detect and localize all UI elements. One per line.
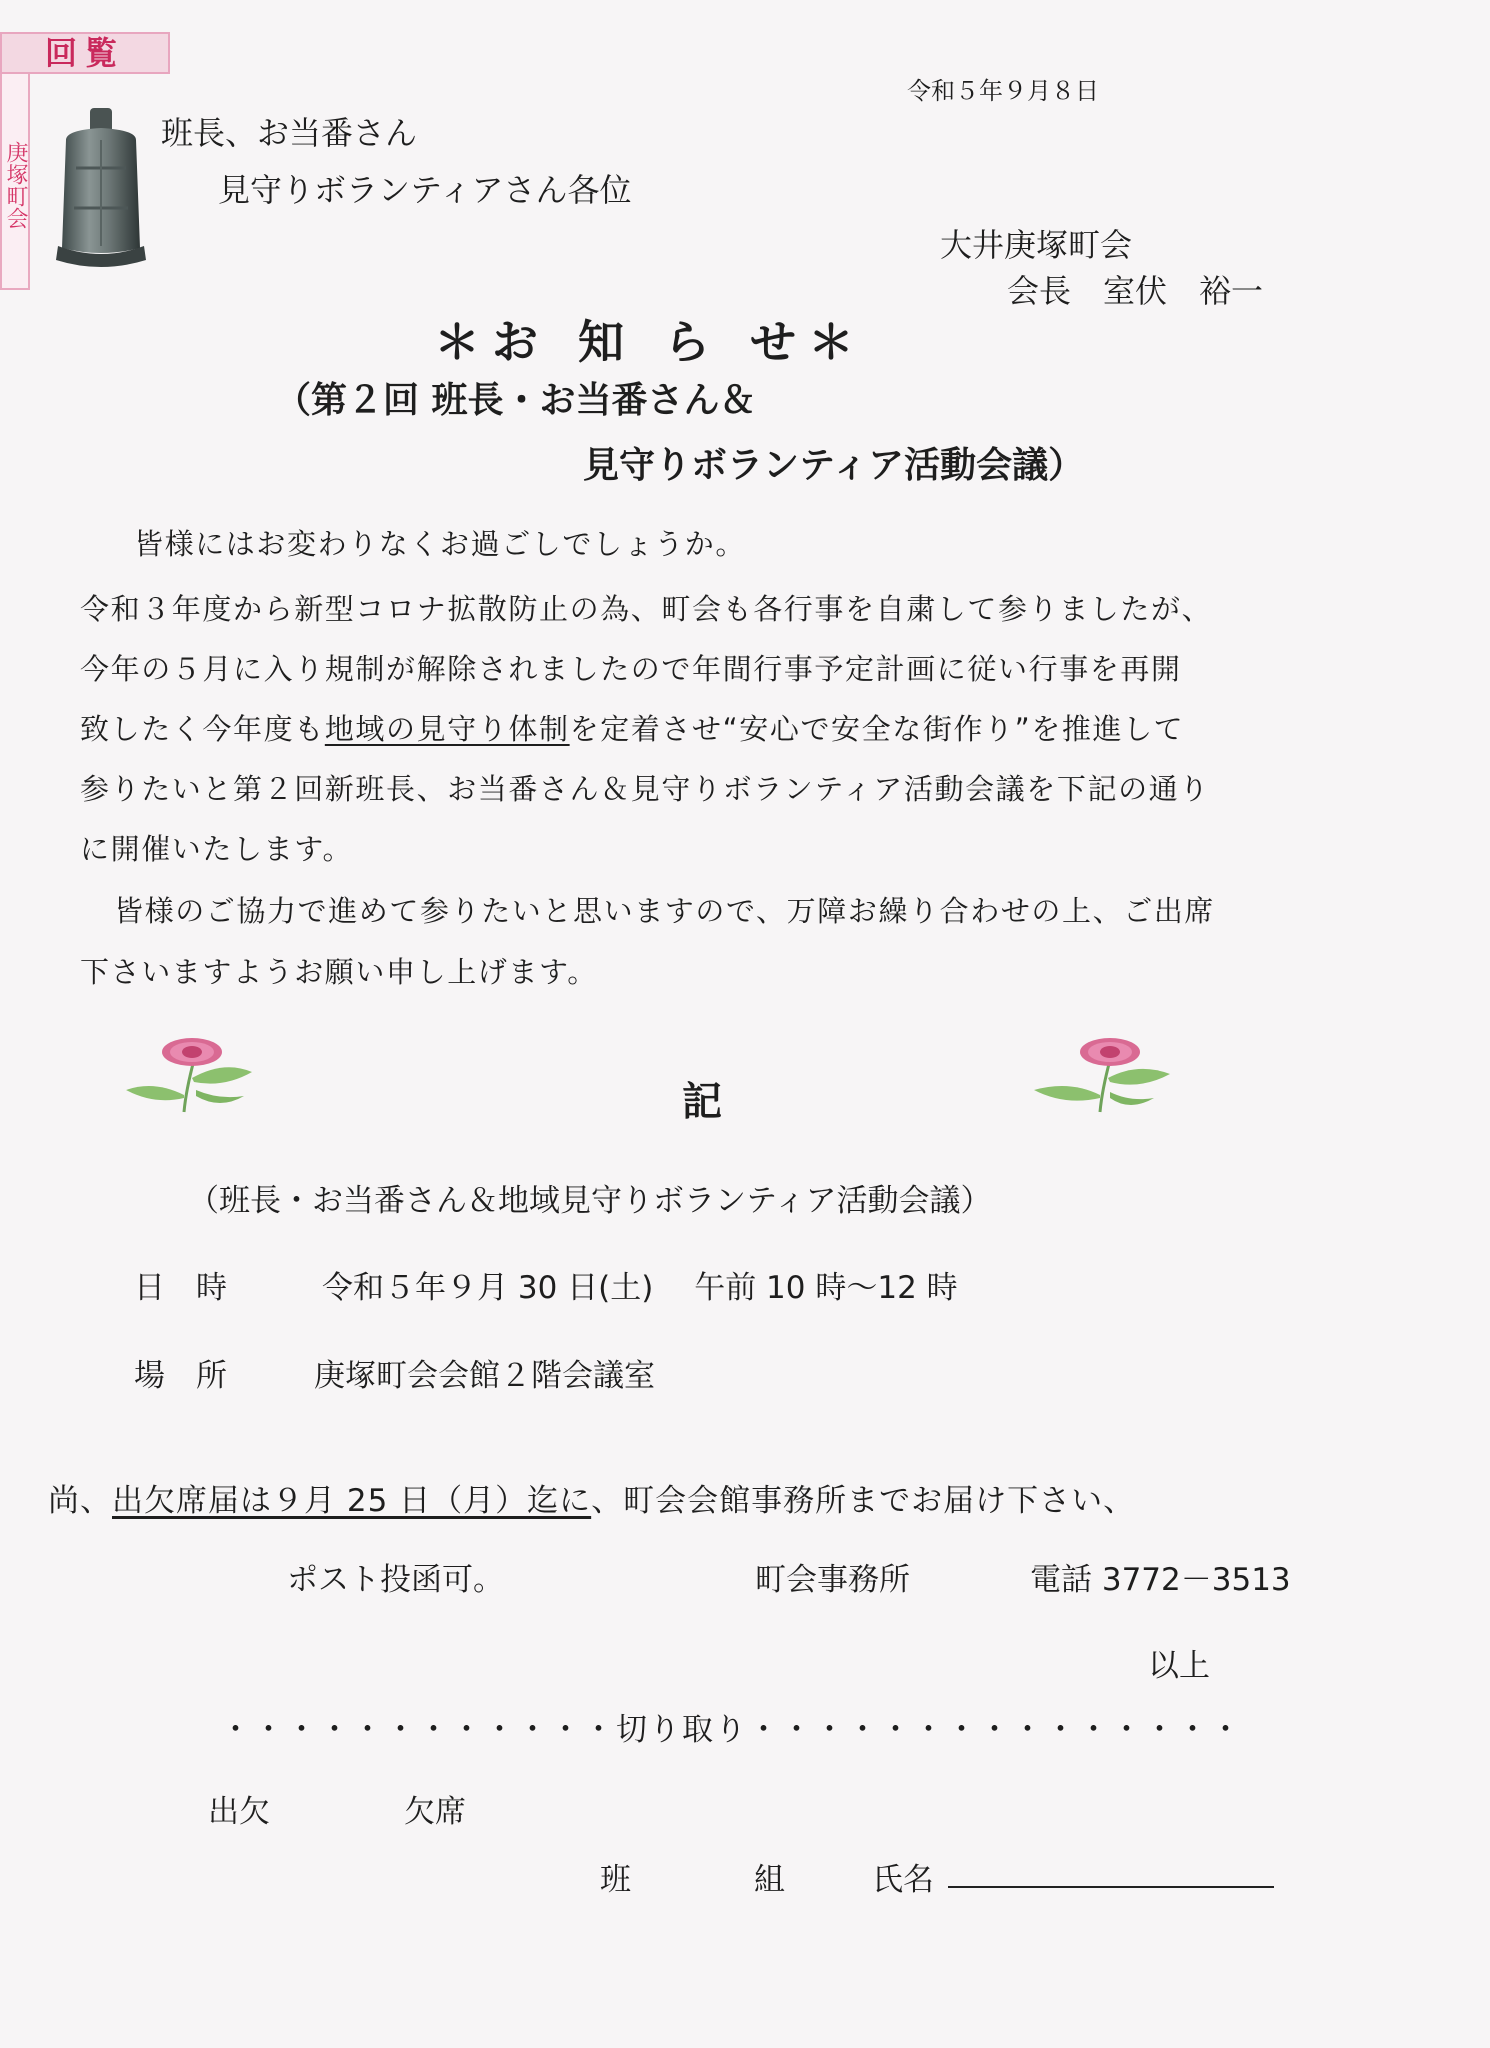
notice-prefix: 尚、: [48, 1483, 112, 1519]
absent-label: 欠席: [404, 1794, 466, 1830]
datetime-value: 令和５年９月 30 日(土) 午前 10 時～12 時: [322, 1270, 958, 1306]
place-label: 場 所: [134, 1358, 227, 1394]
han-label: 班: [600, 1862, 631, 1898]
deadline-notice: [48, 1475, 1135, 1520]
body-line-2-1: 令和３年度から新型コロナ拡散防止の為、町会も各行事を自粛して参りましたが、: [80, 592, 1213, 626]
recipient-line-2: 見守りボランティアさん各位: [218, 171, 632, 209]
flower-icon: [124, 1020, 274, 1120]
body-paragraph-1: 皆様にはお変わりなくお過ごしでしょうか。: [134, 527, 747, 561]
body-line-2-3-a: 致したく今年度も: [80, 712, 325, 746]
body-line-2-5: に開催いたします。: [80, 832, 354, 866]
stamp-vertical-text: 庚塚町会: [0, 74, 30, 290]
name-signature-line: [948, 1886, 1274, 1888]
datetime-label: 日 時: [134, 1270, 227, 1306]
notice-title: ＊お 知 ら せ＊: [434, 315, 867, 369]
bell-icon: [36, 78, 166, 278]
notice-suffix: 、町会会館事務所までお届け下さい、: [591, 1483, 1136, 1519]
attend-label: 出欠: [208, 1794, 270, 1830]
post-ok: ポスト投函可。: [287, 1562, 504, 1598]
meeting-title: （班長・お当番さん＆地域見守りボランティア活動会議）: [188, 1183, 992, 1219]
sender-president: 会長 室伏 裕一: [1007, 272, 1264, 310]
ki-heading: 記: [682, 1079, 722, 1125]
notice-subtitle-line-2: 見守りボランティア活動会議）: [583, 445, 1085, 486]
flower-icon: [1030, 1020, 1180, 1120]
closing-text: 以上: [1148, 1648, 1210, 1684]
kairan-stamp: [0, 32, 172, 257]
office-phone: 電話 3772－3513: [1030, 1562, 1291, 1598]
body-line-3-2: 下さいますようお願い申し上げます。: [80, 955, 598, 989]
place-value: 庚塚町会会館２階会議室: [314, 1358, 655, 1394]
notice-subtitle-line-1: （第２回 班長・お当番さん＆: [275, 380, 756, 421]
recipient-line-1: 班長、お当番さん: [161, 114, 418, 152]
watch-system-underlined: 地域の見守り体制: [324, 712, 570, 746]
name-label: 氏名: [872, 1862, 934, 1898]
deadline-underlined: 出欠席届は９月 25 日（月）迄に: [112, 1483, 592, 1519]
body-line-2-3-b: を定着させ“安心で安全な街作り”を推進して: [569, 712, 1185, 746]
body-line-2-4: 参りたいと第２回新班長、お当番さん＆見守りボランティア活動会議を下記の通り: [80, 772, 1210, 806]
sender-org: 大井庚塚町会: [940, 226, 1133, 264]
cut-line: ・・・・・・・・・・・・切り取り・・・・・・・・・・・・・・・: [220, 1712, 1243, 1748]
kumi-label: 組: [754, 1862, 785, 1898]
office-name: 町会事務所: [755, 1562, 910, 1598]
stamp-label: 回覧: [0, 32, 170, 74]
body-line-3-1: 皆様のご協力で進めて参りたいと思いますので、万障お繰り合わせの上、ご出席: [114, 894, 1216, 928]
issue-date: 令和５年９月８日: [907, 77, 1099, 105]
body-line-2-2: 今年の５月に入り規制が解除されましたので年間行事予定計画に従い行事を再開: [80, 652, 1182, 686]
body-line-2-3: [80, 707, 1184, 748]
